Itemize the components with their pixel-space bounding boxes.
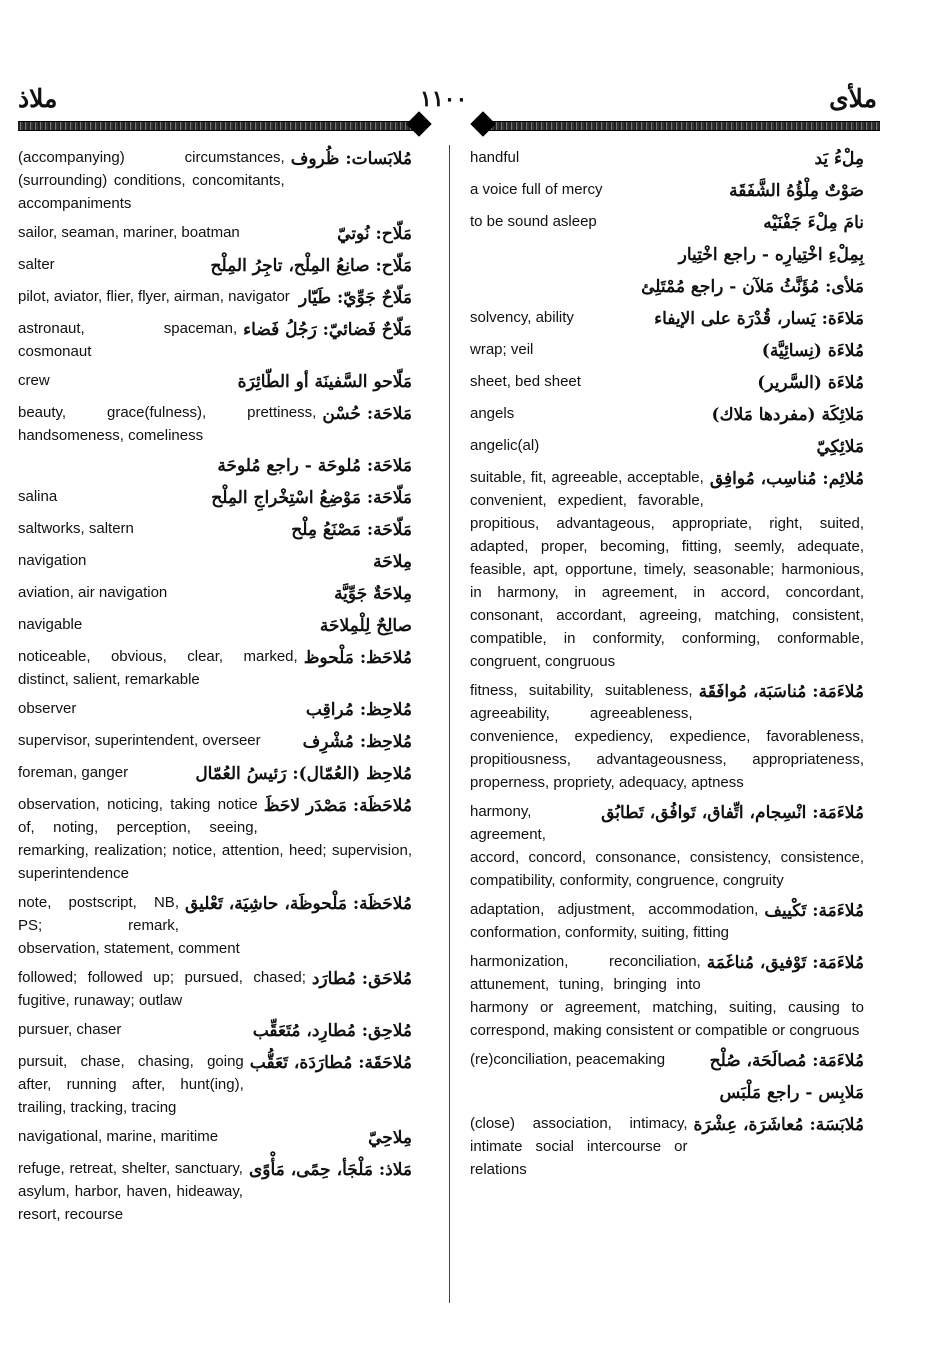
dictionary-entry xyxy=(470,306,864,332)
arabic-headword: مُلاحِظ: مُراقِب xyxy=(305,700,412,720)
arabic-headword: مِلاحِيّ xyxy=(368,1128,412,1148)
dictionary-entry xyxy=(470,274,864,300)
english-definition: pursuer, chaser xyxy=(18,1021,122,1038)
arabic-headword: مَلّاحٌ فَضائيّ: رَجُلُ فَضاء xyxy=(243,320,412,340)
right-diamond-ornament xyxy=(470,111,495,136)
english-definition: (close) association, intimacy, intimate social intercourse or relations xyxy=(470,1115,688,1178)
dictionary-entry xyxy=(470,679,864,794)
arabic-headword: بِمِلْءِ اخْتِيارِه - راجع اخْتِيار xyxy=(678,245,864,265)
english-definition: navigation xyxy=(18,552,87,569)
page-number: ١١٠٠ xyxy=(420,86,468,112)
arabic-headword: مَلاذ: مَلْجَأ، حِمًى، مَأْوًى xyxy=(248,1160,412,1180)
arabic-headword: مُلابَسات: ظُروف xyxy=(290,149,412,169)
english-definition: observation, noticing, taking notice of, noting, perception, seeing, remarking, realization; notice, attention, heed; supervision, superintendence xyxy=(18,796,412,882)
arabic-headword: مُلائِم: مُناسِب، مُوافِق xyxy=(709,469,864,489)
arabic-headword: مَلّاحٌ جَوِّيّ: طَيّار xyxy=(299,288,412,308)
arabic-headword: مَلّاح: صانِعُ المِلْح، تاجِرُ المِلْح xyxy=(210,256,412,276)
dictionary-entry xyxy=(470,950,864,1042)
arabic-headword: مَلّاحو السَّفينَة أو الطّائِرَة xyxy=(237,372,412,392)
english-definition: sheet, bed sheet xyxy=(470,373,581,390)
english-definition: to be sound asleep xyxy=(470,213,597,230)
dictionary-entry xyxy=(18,549,412,575)
dictionary-entry xyxy=(470,1112,864,1181)
left-diamond-ornament xyxy=(406,111,431,136)
english-definition: harmonization, reconciliation, attunement, tuning, bringing into harmony or agreement, matching, suiting, causing to correspond, making consistent or compatible or congruous xyxy=(470,953,864,1039)
english-definition: crew xyxy=(18,372,50,389)
left-running-head: ملاذ xyxy=(18,84,58,113)
arabic-headword: مَلائِكَة (مفردها مَلاك) xyxy=(711,405,864,425)
arabic-headword: مُلاءَمَة: مُصالَحَة، صُلْح xyxy=(709,1051,864,1071)
arabic-headword: مُلابَسَة: مُعاشَرَة، عِشْرَة xyxy=(693,1115,864,1135)
dictionary-entry xyxy=(18,793,412,885)
arabic-headword: مَلاحَة: مُلوحَة - راجع مُلوحَة xyxy=(217,456,412,476)
english-definition: followed; followed up; pursued, chased; fugitive, runaway; outlaw xyxy=(18,969,306,1009)
dictionary-entry xyxy=(18,369,412,395)
arabic-headword: مُلاءَمَة: تَوْفيق، مُناغَمَة xyxy=(706,953,864,973)
dictionary-entry xyxy=(18,1018,412,1044)
dictionary-entry xyxy=(470,466,864,673)
arabic-headword: مُلاءَمَة: تَكْييف xyxy=(764,901,864,921)
dictionary-entry xyxy=(470,1048,864,1074)
english-definition: harmony, agreement, accord, concord, consonance, consistency, consistence, compatibility, conformity, congruence, congruity xyxy=(470,803,864,889)
dictionary-entry xyxy=(470,1080,864,1106)
arabic-headword: نامَ مِلْءَ جَفْنَيْه xyxy=(763,213,864,233)
dictionary-entry xyxy=(18,729,412,755)
dictionary-entry xyxy=(470,402,864,428)
dictionary-entry xyxy=(470,434,864,460)
english-definition: sailor, seaman, mariner, boatman xyxy=(18,224,240,241)
dictionary-entry xyxy=(18,453,412,479)
dictionary-entry xyxy=(18,285,412,311)
arabic-headword: مُلاحِق: مُطارِد، مُتَعَقِّب xyxy=(252,1021,412,1041)
english-definition: suitable, fit, agreeable, acceptable, convenient, expedient, favorable, propitious, advantageous, appropriate, right, suited, adapted, proper, becoming, fitting, seemly, adequate, feasible, apt, opportune, timely, seasonable; harmonious, in harmony, in agreement, in accord, concordant, consonant, accordant, agreeing, matching, consistent, compatible, in conformity, conforming, conformable, congruent, congruous xyxy=(470,469,864,670)
english-definition: solvency, ability xyxy=(470,309,574,326)
english-definition: salina xyxy=(18,488,58,505)
dictionary-entry xyxy=(470,210,864,236)
dictionary-entry xyxy=(18,645,412,691)
dictionary-entry xyxy=(470,898,864,944)
english-definition: note, postscript, NB, PS; remark, observation, statement, comment xyxy=(18,894,240,957)
dictionary-entry xyxy=(470,338,864,364)
arabic-headword: مُلاحَظ: مَلْحوظ xyxy=(303,648,412,668)
arabic-headword: مِلْءُ يَد xyxy=(814,149,864,169)
english-definition: adaptation, adjustment, accommodation, conformation, conformity, suiting, fitting xyxy=(470,901,759,941)
right-running-head: ملأى xyxy=(829,84,877,113)
arabic-headword: مَلّاحَة: مَصْنَعُ مِلْح xyxy=(291,520,412,540)
arabic-headword: مُلاءَة (السَّرير) xyxy=(757,373,864,393)
right-column xyxy=(470,146,864,1187)
dictionary-entry xyxy=(18,761,412,787)
arabic-headword: مُلاءَمَة: انْسِجام، اتِّفاق، تَوافُق، تَطابُق xyxy=(601,803,864,823)
arabic-headword: مُلاحِظ: مُشْرِف xyxy=(302,732,412,752)
arabic-headword: مَلاحَة: حُسْن xyxy=(322,404,412,424)
dictionary-entry xyxy=(470,800,864,892)
english-definition: handful xyxy=(470,149,520,166)
dictionary-entry xyxy=(470,146,864,172)
english-definition: noticeable, obvious, clear, marked, distinct, salient, remarkable xyxy=(18,648,298,688)
english-definition: angelic(al) xyxy=(470,437,540,454)
arabic-headword: مِلاحَةٌ جَوِّيَّة xyxy=(334,584,412,604)
dictionary-entry xyxy=(18,1157,412,1226)
right-header-rule xyxy=(484,121,880,131)
english-definition: (accompanying) circumstances, (surrounding) conditions, concomitants, accompaniments xyxy=(18,149,285,212)
english-definition: pilot, aviator, flier, flyer, airman, navigator xyxy=(18,288,290,305)
dictionary-entry xyxy=(18,1050,412,1119)
dictionary-entry xyxy=(18,317,412,363)
column-divider xyxy=(449,145,450,1303)
english-definition: refuge, retreat, shelter, sanctuary, asylum, harbor, haven, hideaway, resort, recourse xyxy=(18,1160,243,1223)
arabic-headword: مُلاءَمَة: مُناسَبَة، مُوافَقَة xyxy=(698,682,864,702)
arabic-headword: صَوْتٌ مِلْؤُهُ الشَّفَقَة xyxy=(729,181,864,201)
english-definition: foreman, ganger xyxy=(18,764,129,781)
english-definition: pursuit, chase, chasing, going after, running after, hunt(ing), trailing, tracking, tracing xyxy=(18,1053,244,1116)
dictionary-entry xyxy=(470,178,864,204)
english-definition: supervisor, superintendent, overseer xyxy=(18,732,261,749)
english-definition: saltworks, saltern xyxy=(18,520,134,537)
arabic-headword: مَلابِس - راجع مَلْبَس xyxy=(719,1083,864,1103)
arabic-headword: مُلاحِظ (العُمّال): رَئيسُ العُمّال xyxy=(195,764,412,784)
dictionary-entry xyxy=(18,1125,412,1151)
dictionary-entry xyxy=(18,891,412,960)
dictionary-entry xyxy=(18,697,412,723)
english-definition: salter xyxy=(18,256,55,273)
english-definition: (re)conciliation, peacemaking xyxy=(470,1051,666,1068)
english-definition: navigable xyxy=(18,616,83,633)
arabic-headword: مَلاءَة: يَسار، قُدْرَة على الإيفاء xyxy=(654,309,864,329)
dictionary-entry xyxy=(470,370,864,396)
dictionary-entry xyxy=(18,221,412,247)
arabic-headword: مُلاحَظَة: مَلْحوظَة، حاشِيَة، تَعْليق xyxy=(184,894,412,914)
arabic-headword: مُلاءَة (نِسائِيَّة) xyxy=(761,341,864,361)
arabic-headword: مُلاحَظَة: مَصْدَر لاحَظَ xyxy=(263,796,412,816)
arabic-headword: صالِحٌ لِلْمِلاحَة xyxy=(319,616,412,636)
english-definition: wrap; veil xyxy=(470,341,534,358)
arabic-headword: مَلّاحَة: مَوْضِعُ اسْتِخْراجِ المِلْح xyxy=(211,488,412,508)
arabic-headword: مُلاحَقَة: مُطارَدَة، تَعَقُّب xyxy=(249,1053,412,1073)
arabic-headword: مَلأى: مُؤَنَّثُ مَلآن - راجع مُمْتَلِئ xyxy=(641,277,864,297)
english-definition: angels xyxy=(470,405,515,422)
dictionary-entry xyxy=(18,517,412,543)
arabic-headword: مَلّاح: نُوتيّ xyxy=(337,224,412,244)
dictionary-entry xyxy=(470,242,864,268)
english-definition: beauty, grace(fulness), prettiness, handsomeness, comeliness xyxy=(18,404,317,444)
left-header-rule xyxy=(18,121,418,131)
dictionary-entry xyxy=(18,253,412,279)
dictionary-entry xyxy=(18,485,412,511)
arabic-headword: مُلاحَق: مُطارَد xyxy=(311,969,412,989)
left-column xyxy=(18,146,412,1232)
english-definition: aviation, air navigation xyxy=(18,584,168,601)
dictionary-entry xyxy=(18,146,412,215)
dictionary-entry xyxy=(18,613,412,639)
page-header xyxy=(0,84,925,114)
english-definition: fitness, suitability, suitableness, agreeability, agreeableness, convenience, expediency, expedience, favorableness, propitiousness, advantageousness, appropriateness, properness, propriety, adequacy, aptness xyxy=(470,682,864,791)
english-definition: astronaut, spaceman, cosmonaut xyxy=(18,320,238,360)
english-definition: a voice full of mercy xyxy=(470,181,603,198)
dictionary-entry xyxy=(18,401,412,447)
english-definition: observer xyxy=(18,700,77,717)
dictionary-entry xyxy=(18,966,412,1012)
arabic-headword: مِلاحَة xyxy=(373,552,412,572)
dictionary-entry xyxy=(18,581,412,607)
arabic-headword: مَلائِكِيّ xyxy=(816,437,864,457)
english-definition: navigational, marine, maritime xyxy=(18,1128,219,1145)
